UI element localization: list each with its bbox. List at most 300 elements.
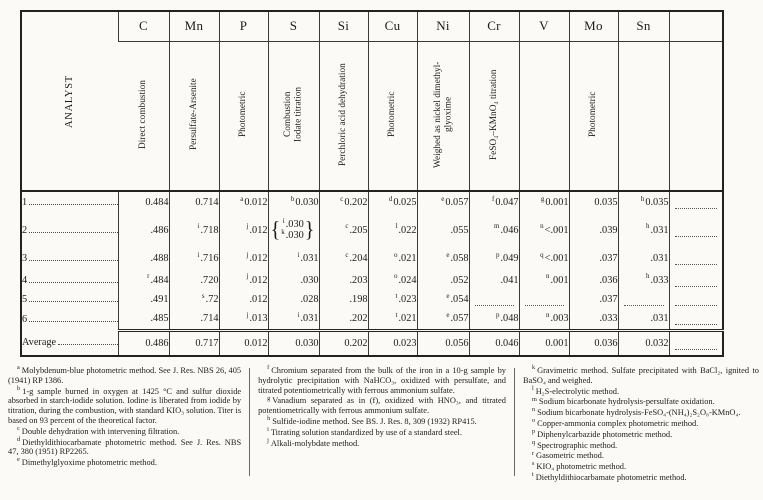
footnote-marker: c bbox=[17, 424, 20, 432]
data-cell bbox=[268, 213, 319, 247]
method-label bbox=[189, 44, 200, 190]
method-line: Persulfate-Arsenite bbox=[188, 78, 199, 151]
data-cell bbox=[417, 247, 469, 270]
footnote-text: Chromium separated from the bulk of the iron in a 10-g sample by hydrolytic precipitation with NaHCO₃, oxidized with persulfate, and titrated potentiometrically with ferrous ammonium sulfate. bbox=[258, 366, 506, 395]
footnote bbox=[258, 417, 506, 427]
row-label-cell bbox=[21, 191, 118, 213]
table-row bbox=[21, 309, 723, 330]
cell-value: <.001 bbox=[544, 253, 569, 264]
method-line: Iodate titration bbox=[293, 87, 304, 142]
footnote bbox=[523, 397, 759, 407]
cell-value: .484 bbox=[150, 274, 169, 286]
data-cell bbox=[417, 191, 469, 213]
data-cell bbox=[368, 247, 417, 270]
footnote-text: Alkali-molybdate method. bbox=[270, 438, 360, 448]
footnote-text: Diphenylcarbazide photometric method. bbox=[537, 429, 673, 439]
cell-value: .486 bbox=[150, 224, 169, 236]
cell-value: .013 bbox=[249, 313, 268, 325]
footnote-text: H₂S-electrolytic method. bbox=[535, 386, 620, 396]
data-cell bbox=[368, 309, 417, 330]
element-symbol: P bbox=[219, 11, 268, 41]
cell-value: .039 bbox=[599, 224, 618, 236]
cell-value: .021 bbox=[398, 253, 417, 264]
table-row bbox=[21, 191, 723, 213]
method-line: Combustion bbox=[283, 91, 293, 138]
footnote-text: Sulfide-iodine method. See BS. J. Res. 8, 309 (1932) RP415. bbox=[272, 416, 477, 426]
row-label: 6 bbox=[22, 314, 28, 325]
method-line: Perchloric acid dehydration bbox=[338, 63, 349, 166]
empty-cell-dots bbox=[525, 293, 564, 306]
cell-value: .048 bbox=[500, 313, 519, 325]
cell-value: .198 bbox=[349, 294, 368, 305]
footnote-text: Sodium bicarbonate hydrolysis-FeSO₄-(NH₄)₂S₂O₈-KMnO₄. bbox=[537, 408, 741, 418]
data-cell bbox=[319, 213, 368, 247]
row-label-line bbox=[22, 337, 118, 348]
cell-value: .001 bbox=[550, 274, 569, 286]
method-label bbox=[489, 44, 500, 190]
row-label-line bbox=[22, 314, 118, 325]
footnote-marker: i bbox=[267, 425, 269, 433]
data-cell bbox=[319, 309, 368, 330]
row-label: 3 bbox=[22, 253, 28, 264]
data-cell bbox=[469, 213, 519, 247]
cell-value: .052 bbox=[450, 274, 469, 286]
cell-value: .046 bbox=[500, 224, 519, 236]
data-cell bbox=[319, 270, 368, 290]
data-cell bbox=[469, 330, 519, 356]
footnote-marker: h bbox=[645, 272, 650, 281]
data-cell bbox=[469, 290, 519, 309]
table-body bbox=[21, 191, 723, 356]
cell-value: .203 bbox=[349, 274, 368, 286]
cell-value: 0.717 bbox=[195, 337, 219, 349]
data-cell bbox=[569, 247, 618, 270]
method-header-cell bbox=[569, 41, 618, 191]
footnote-marker: o bbox=[393, 272, 398, 281]
element-symbol-row bbox=[21, 11, 723, 41]
footnote-marker: c bbox=[345, 222, 349, 231]
footnote-marker: j bbox=[246, 310, 249, 319]
footnote bbox=[8, 424, 241, 437]
cell-value: 0.032 bbox=[645, 337, 669, 349]
footnote bbox=[258, 425, 506, 438]
data-cell bbox=[368, 213, 417, 247]
cell-value: .003 bbox=[550, 313, 569, 325]
data-cell bbox=[469, 309, 519, 330]
footnote bbox=[8, 435, 242, 458]
cell-value: 0.714 bbox=[195, 197, 219, 208]
footnote-marker: f bbox=[267, 364, 270, 372]
cell-value: 0.001 bbox=[545, 197, 569, 208]
footnote bbox=[258, 396, 506, 416]
dotted-leader bbox=[29, 282, 117, 283]
footnote bbox=[523, 408, 759, 418]
data-cell bbox=[519, 309, 569, 330]
footnote-marker: h bbox=[267, 415, 271, 423]
footnote-marker: i bbox=[197, 250, 200, 259]
footnote-marker: b bbox=[290, 194, 295, 203]
footnote-marker: p bbox=[495, 250, 500, 259]
cell-value: .057 bbox=[450, 313, 469, 325]
footnote-marker: j bbox=[246, 272, 249, 281]
cell-value: .021 bbox=[398, 313, 417, 325]
dotted-leader bbox=[58, 344, 117, 345]
cell-value: 0.486 bbox=[145, 337, 169, 349]
footnote-marker: e bbox=[446, 310, 450, 319]
cell-value: .030 bbox=[285, 230, 304, 241]
footnote-marker: i bbox=[297, 250, 300, 259]
element-symbol: Ni bbox=[417, 11, 469, 41]
footnote-marker: a bbox=[240, 194, 244, 203]
cell-value: .485 bbox=[150, 313, 169, 325]
data-cell bbox=[519, 247, 569, 270]
data-cell bbox=[268, 290, 319, 309]
method-row bbox=[21, 41, 723, 191]
footnote-divider bbox=[249, 368, 250, 476]
row-label-cell bbox=[21, 330, 118, 356]
data-cell bbox=[118, 191, 169, 213]
footnote-marker: c bbox=[340, 194, 344, 203]
element-symbol: V bbox=[519, 11, 569, 41]
row-label-cell bbox=[21, 247, 118, 270]
method-line: Photometric bbox=[387, 91, 398, 138]
footnote bbox=[523, 473, 759, 483]
cell-value: 0.202 bbox=[344, 337, 368, 349]
row-label-cell bbox=[21, 290, 118, 309]
method-header-cell bbox=[469, 41, 519, 191]
cell-value: .031 bbox=[300, 313, 319, 325]
table-row bbox=[21, 270, 723, 290]
footnote-marker: o bbox=[531, 417, 536, 425]
footnote-text: Molybdenum-blue photometric method. See J. Res. NBS 26, 405 (1941) RP 1386. bbox=[8, 366, 242, 385]
empty-cell-dots bbox=[675, 293, 718, 306]
cell-value: 0.023 bbox=[393, 337, 417, 349]
footnote-marker: j bbox=[267, 436, 269, 444]
row-label-line bbox=[22, 253, 118, 264]
row-label: 4 bbox=[22, 274, 28, 286]
cell-value: 0.202 bbox=[344, 197, 368, 208]
empty-cell-dots bbox=[675, 224, 718, 237]
data-cell bbox=[169, 309, 219, 330]
method-label bbox=[238, 44, 249, 190]
brace-open: { bbox=[270, 217, 281, 243]
row-label: 5 bbox=[22, 294, 28, 305]
data-cell bbox=[118, 309, 169, 330]
footnote-marker: j bbox=[246, 250, 249, 259]
footnote-text: Gasometric method. bbox=[536, 451, 604, 461]
cell-value: .022 bbox=[398, 224, 417, 236]
footnote-marker: n bbox=[531, 406, 536, 414]
cell-value: .055 bbox=[450, 224, 469, 236]
data-cell bbox=[118, 270, 169, 290]
footnote bbox=[523, 427, 759, 440]
cell-value: .718 bbox=[200, 224, 219, 236]
footnote-marker: e bbox=[446, 291, 450, 300]
footnote-text: Dimethylglyoxime photometric method. bbox=[21, 458, 157, 468]
footnote-marker: s bbox=[531, 460, 535, 468]
cell-value: .023 bbox=[398, 294, 417, 305]
row-label: 1 bbox=[22, 197, 28, 208]
empty-cell-dots bbox=[624, 293, 664, 306]
cell-value: .204 bbox=[349, 253, 368, 264]
data-cell bbox=[618, 309, 669, 330]
footnote-marker: e bbox=[17, 456, 20, 464]
footnote bbox=[8, 366, 241, 386]
data-cell bbox=[618, 247, 669, 270]
method-line: FeSO₄–KMnO₄ titration bbox=[488, 69, 499, 160]
brace-close: } bbox=[304, 217, 315, 243]
data-cell bbox=[417, 270, 469, 290]
data-cell bbox=[669, 213, 723, 247]
cell-value: .028 bbox=[300, 294, 319, 305]
footnote-text: Titrating solution standardized by use of a standard steel. bbox=[270, 427, 462, 437]
footnote-marker: f bbox=[491, 194, 495, 203]
empty-cell-dots bbox=[475, 293, 514, 306]
data-cell bbox=[368, 330, 417, 356]
cell-value: 0.030 bbox=[295, 197, 319, 208]
cell-value: 0.025 bbox=[393, 197, 417, 208]
footnote bbox=[258, 436, 506, 449]
row-label-line bbox=[22, 275, 118, 286]
data-cell bbox=[219, 290, 268, 309]
footnote-text: 1-g sample burned in oxygen at 1425 °C and sulfur dioxide absorbed in starch-iodide solution. Iodine is liberated from iodide by titration, during the combustion, with standard KIO₃ solution. Titer is based on 93 percent of the theoretical factor. bbox=[8, 386, 242, 425]
data-cell bbox=[417, 330, 469, 356]
data-cell bbox=[417, 290, 469, 309]
data-cell bbox=[319, 191, 368, 213]
table-row bbox=[21, 290, 723, 309]
empty-cell-dots bbox=[675, 337, 718, 350]
method-label bbox=[387, 44, 398, 190]
data-cell bbox=[118, 247, 169, 270]
data-cell bbox=[169, 247, 219, 270]
data-cell bbox=[469, 247, 519, 270]
data-cell bbox=[417, 309, 469, 330]
footnote-marker: p bbox=[495, 310, 500, 319]
footnote bbox=[523, 451, 759, 461]
data-cell bbox=[669, 290, 723, 309]
data-cell bbox=[219, 270, 268, 290]
data-cell bbox=[519, 191, 569, 213]
data-cell bbox=[519, 213, 569, 247]
footnote bbox=[523, 462, 759, 472]
cell-value: 0.036 bbox=[594, 337, 618, 349]
dotted-leader bbox=[29, 301, 117, 302]
cell-value: .488 bbox=[150, 253, 169, 264]
cell-value: .036 bbox=[599, 274, 618, 286]
method-header-cell bbox=[368, 41, 417, 191]
footnote-marker: h bbox=[645, 222, 650, 231]
method-header-cell bbox=[169, 41, 219, 191]
cell-value: 0.057 bbox=[445, 197, 469, 208]
method-label bbox=[138, 44, 149, 190]
data-cell bbox=[268, 270, 319, 290]
footnote-text: Copper-ammonia complex photometric method. bbox=[537, 418, 699, 428]
footnote-text: Sodium bicarbonate hydrolysis-persulfate oxidation. bbox=[538, 397, 715, 407]
data-cell bbox=[469, 191, 519, 213]
cell-value: .030 bbox=[300, 274, 319, 286]
row-label: 2 bbox=[22, 224, 28, 236]
footnote-marker: k bbox=[531, 364, 536, 372]
row-label-cell bbox=[21, 309, 118, 330]
data-cell bbox=[368, 270, 417, 290]
footnote-text: Double dehydration with intervening filtration. bbox=[21, 426, 180, 436]
data-cell bbox=[319, 247, 368, 270]
data-cell bbox=[118, 330, 169, 356]
cell-value: .012 bbox=[249, 224, 268, 236]
cell-value: .714 bbox=[200, 313, 219, 325]
empty-cell-dots bbox=[675, 196, 718, 209]
data-cell bbox=[169, 191, 219, 213]
footnote-marker: o bbox=[393, 250, 398, 259]
dotted-leader bbox=[29, 204, 117, 205]
footnote-marker: j bbox=[246, 222, 249, 231]
method-line: Photometric bbox=[238, 91, 249, 138]
dotted-leader bbox=[29, 260, 117, 261]
cell-value: .012 bbox=[249, 274, 268, 286]
footnote-marker: b bbox=[17, 384, 21, 392]
element-symbol: Sn bbox=[618, 11, 669, 41]
footnote-marker: e bbox=[441, 194, 445, 203]
data-cell bbox=[219, 330, 268, 356]
data-cell bbox=[519, 330, 569, 356]
row-label-cell bbox=[21, 270, 118, 290]
data-cell bbox=[569, 330, 618, 356]
method-label bbox=[283, 44, 304, 190]
cell-value: 0.484 bbox=[145, 197, 169, 208]
method-label bbox=[338, 44, 349, 190]
footnote-text: Vanadium separated as in (f), oxidized with HNO₃, and titrated potentiometrically with ferrous ammonium sulfate. bbox=[258, 396, 506, 416]
cell-value: .041 bbox=[500, 274, 519, 286]
footnote-marker: n bbox=[540, 222, 544, 231]
method-header-cell bbox=[319, 41, 368, 191]
footnote-marker: g bbox=[267, 394, 271, 402]
footnotes-column-3 bbox=[523, 366, 759, 484]
data-cell bbox=[319, 330, 368, 356]
footnote bbox=[8, 384, 242, 426]
table-row bbox=[21, 213, 723, 247]
cell-value: .72 bbox=[205, 294, 219, 305]
data-cell bbox=[569, 213, 618, 247]
footnote-text: Gravimetric method. Sulfate precipitated with BaCl₂, ignited to BaSO₄ and weighed. bbox=[522, 366, 759, 385]
footnote-marker: q bbox=[531, 438, 536, 446]
element-symbol bbox=[669, 11, 723, 41]
cell-value: .205 bbox=[349, 224, 368, 236]
element-symbol: Si bbox=[319, 11, 368, 41]
method-header-cell bbox=[519, 41, 569, 191]
data-cell bbox=[169, 213, 219, 247]
data-cell bbox=[569, 191, 618, 213]
data-cell bbox=[268, 191, 319, 213]
dotted-leader bbox=[29, 232, 117, 233]
data-cell bbox=[618, 330, 669, 356]
method-header-cell bbox=[268, 41, 319, 191]
footnote bbox=[8, 458, 241, 468]
footnotes-section bbox=[8, 366, 759, 484]
data-cell bbox=[569, 270, 618, 290]
cell-value: 0.035 bbox=[594, 197, 618, 208]
footnote-marker: i bbox=[197, 222, 200, 231]
data-cell bbox=[669, 309, 723, 330]
footnote-marker: l bbox=[531, 384, 534, 392]
footnote-divider bbox=[514, 368, 515, 476]
row-label-line bbox=[22, 294, 118, 305]
footnote-marker: m bbox=[531, 395, 537, 403]
footnotes-column-1 bbox=[8, 366, 241, 484]
method-header-cell bbox=[417, 41, 469, 191]
cell-value: <.001 bbox=[544, 224, 569, 236]
footnotes-column-2 bbox=[258, 366, 506, 484]
row-label: Average bbox=[22, 337, 57, 348]
footnote bbox=[258, 366, 506, 395]
method-header-cell bbox=[118, 41, 169, 191]
cell-value: 0.001 bbox=[545, 337, 569, 349]
data-cell bbox=[519, 290, 569, 309]
element-symbol: Mn bbox=[169, 11, 219, 41]
data-cell bbox=[519, 270, 569, 290]
analyst-label: ANALYST bbox=[63, 74, 75, 128]
cell-value: .049 bbox=[500, 253, 519, 264]
data-cell bbox=[169, 270, 219, 290]
cell-value: .033 bbox=[650, 274, 669, 286]
method-line: Photometric bbox=[588, 91, 599, 138]
cell-value: .030 bbox=[285, 219, 304, 230]
method-header-cell bbox=[669, 41, 723, 191]
footnote-marker: i bbox=[297, 310, 300, 319]
cell-value: 0.030 bbox=[295, 337, 319, 349]
footnote-marker: t bbox=[395, 310, 398, 319]
method-line: glyoxime bbox=[443, 96, 453, 133]
empty-cell-dots bbox=[675, 274, 718, 287]
cell-value: .033 bbox=[599, 313, 618, 325]
footnote-marker: q bbox=[540, 250, 544, 259]
data-cell bbox=[118, 290, 169, 309]
footnote-marker: c bbox=[345, 250, 349, 259]
footnote-text: Spectrographic method. bbox=[537, 440, 618, 450]
data-cell bbox=[618, 191, 669, 213]
cell-value: 0.035 bbox=[645, 197, 669, 208]
cell-value: .024 bbox=[398, 274, 417, 286]
cell-value: .037 bbox=[599, 253, 618, 264]
data-cell bbox=[319, 290, 368, 309]
method-line: Direct combustion bbox=[138, 80, 148, 149]
dotted-leader bbox=[29, 321, 117, 322]
data-cell bbox=[569, 309, 618, 330]
element-symbol: S bbox=[268, 11, 319, 41]
cell-value: .202 bbox=[349, 313, 368, 325]
data-cell bbox=[618, 270, 669, 290]
data-cell bbox=[618, 213, 669, 247]
element-symbol: Cr bbox=[469, 11, 519, 41]
footnote-marker: d bbox=[388, 194, 393, 203]
data-cell bbox=[669, 330, 723, 356]
cell-value: .491 bbox=[150, 294, 169, 305]
average-row bbox=[21, 330, 723, 356]
cell-value: 0.046 bbox=[495, 337, 519, 349]
data-cell bbox=[569, 290, 618, 309]
footnote-marker: h bbox=[640, 194, 645, 203]
footnote bbox=[523, 419, 759, 429]
cell-value: .031 bbox=[650, 253, 669, 264]
data-cell bbox=[417, 213, 469, 247]
footnote-marker: t bbox=[395, 291, 398, 300]
braced-values bbox=[270, 216, 315, 243]
cell-value: .037 bbox=[599, 294, 618, 305]
cell-value: 0.012 bbox=[244, 337, 268, 349]
row-label-cell bbox=[21, 213, 118, 247]
footnote-marker: a bbox=[17, 364, 20, 372]
data-cell bbox=[118, 213, 169, 247]
footnote bbox=[523, 438, 759, 451]
